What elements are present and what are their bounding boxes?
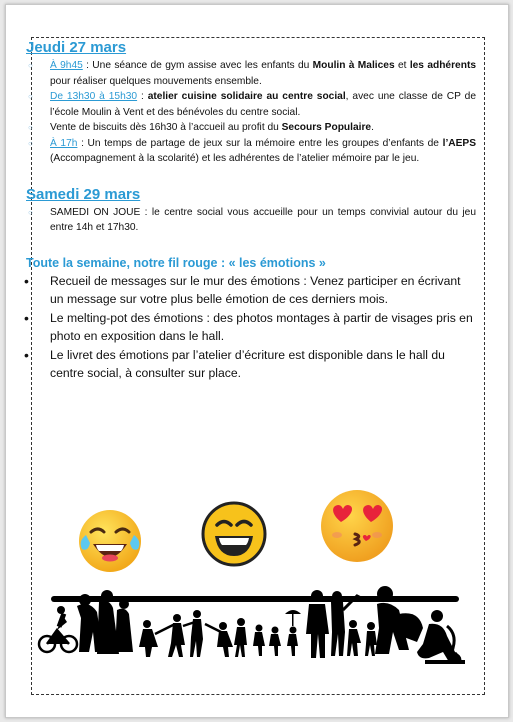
grinning-emoji-icon <box>200 500 268 568</box>
list-item: • Recueil de messages sur le mur des émotions : Venez participer en écrivant un message sur votre plus belle émotion de ces derniers mois. <box>50 272 476 309</box>
time-label: De 13h30 à 15h30 <box>50 91 138 102</box>
list-item: • Le livret des émotions par l’atelier d’écriture est disponible dans le hall du centre social, à consulter sur place. <box>50 346 476 383</box>
list-item: ○ SAMEDI ON JOUE : le centre social vous accueille pour un temps convivial autour du jeu entre 14h et 17h30. <box>50 205 476 236</box>
heart-eyes-kiss-emoji-icon <box>319 488 395 564</box>
flyer-content <box>26 38 476 383</box>
time-label: À 17h <box>50 137 78 149</box>
list-item: • Le melting-pot des émotions : des photos montages à partir de visages pris en photo en exposition dans le hall. <box>50 309 476 346</box>
thursday-list <box>26 58 476 167</box>
day-heading-thursday: Jeudi 27 mars <box>26 39 127 56</box>
week-list <box>26 272 476 383</box>
list-item: ○ À 17h : Un temps de partage de jeux sur la mémoire entre les groupes d’enfants de l’AEPS (Accompagnement à la scolarité) et les adhérentes de l’atelier mémoire par le jeu. <box>50 136 476 167</box>
day-heading-saturday: Samedi 29 mars <box>26 185 141 203</box>
laughing-tears-emoji-icon <box>77 508 143 574</box>
list-item: ○ Vente de biscuits dès 16h30 à l’accueil au profit du Secours Populaire. <box>50 120 476 136</box>
saturday-list <box>26 205 476 236</box>
list-item: ○ À 9h45 : Une séance de gym assise avec les enfants du Moulin à Malices et les adhérents pour réaliser quelques mouvements ensemble. <box>50 58 476 89</box>
time-label: À 9h45 <box>50 60 83 71</box>
people-silhouettes-illustration <box>37 566 473 686</box>
week-theme-heading: Toute la semaine, notre fil rouge : « les émotions » <box>26 255 326 270</box>
list-item: ○ De 13h30 à 15h30 : atelier cuisine solidaire au centre social, avec une classe de CP de l’école Moulin à Vent et des bénévoles du centre social. <box>50 89 476 120</box>
